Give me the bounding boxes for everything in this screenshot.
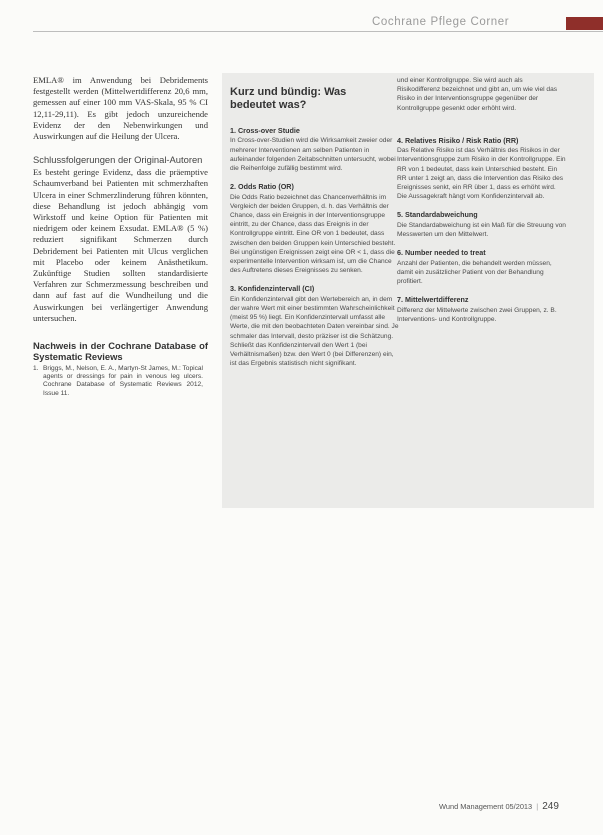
header-divider [33,31,603,32]
glossary-entry-heading: 1. Cross-over Studie [230,126,300,135]
main-article-column [33,75,208,398]
glossary-entry-heading: 7. Mittelwertdifferenz [397,295,469,305]
glossary-entry [230,126,400,173]
glossary-entry-text: und einer Kontrollgruppe. Sie wird auch als Risikodifferenz bezeichnet und gibt an, um wie viel das Risiko in der Interventionsgruppe gegenüber der Kontrollgruppe gesenkt oder erhöht wird. [397,77,558,112]
journal-name: Wund Management [439,802,504,811]
footer-separator: | [536,802,539,811]
glossary-entry [397,248,567,286]
glossary-entry-heading: 6. Number needed to treat [397,248,486,258]
glossary-entry [230,182,400,275]
page-footer [439,801,589,812]
section-title: Cochrane Pflege Corner [372,16,510,28]
reference-list [33,365,208,398]
reference-text: Briggs, M., Nelson, E. A., Martyn-St James, M.: Topical agents or dressings for pain in venous leg ulcers. Cochrane Database of Systematic Reviews 2012, Issue 11. [43,365,204,397]
glossary-entry-heading: 2. Odds Ratio (OR) [230,182,294,192]
conclusions-heading: Schlussfolgerungen der Original-Autoren [33,154,203,166]
glossary-entry-text: Das Relative Risiko ist das Verhältnis des Risikos in der Interventionsgruppe zum Risiko in der Kontrollgruppe. Ein RR von 1 bedeutet, dass kein Unterschied besteht. Ein RR unter 1 zeigt an, dass die Intervention das Risiko des Ereignisses senkt, ein RR über 1, dass es erhöht wird. Die Aussagekraft hängt vom Konfidenzintervall ab. [397,147,566,201]
glossary-entry [230,284,400,368]
glossary-title: Kurz und bündig: Was bedeutet was? [230,86,347,111]
glossary-entry [397,210,567,239]
glossary-entry-text: Differenz der Mittelwerte zwischen zwei Gruppen, z. B. Interventions- und Kontrollgruppe. [397,306,557,323]
glossary-entry-heading: 4. Relatives Risiko / Risk Ratio (RR) [397,135,519,145]
glossary-entry-text: Ein Konfidenzintervall gibt den Wertebereich an, in dem der wahre Wert mit einer bestimmten Wahrscheinlichkeit (meist 95 %) liegt. Ein Konfidenzintervall umfasst alle Werte, die mit den beobachteten Daten vereinbar sind. Je schmaler das Intervall, desto präziser ist die Schätzung. Schließt das Konfidenzintervall den Wert 1 (bei Verhältnismaßen) bzw. den Wert 0 (bei Differenzen) ein, ist das Ergebnis statistisch nicht signifikant. [230,295,399,368]
glossary-entry [397,136,567,202]
glossary-entry-text: Anzahl der Patienten, die behandelt werden müssen, damit ein zusätzlicher Patient von der Behandlung profitiert. [397,259,552,286]
page-number: 249 [542,801,559,812]
glossary-left-column [230,126,400,377]
glossary-entry-text: In Cross-over-Studien wird die Wirksamkeit zweier oder mehrerer Interventionen am selben Patienten in aufeinander folgenden Zeitabschnitten untersucht, wobei die Reihenfolge zufällig bestimmt wird. [230,137,396,173]
reference-item [33,365,208,398]
glossary-right-column [397,76,567,333]
journal-issue: 05/2013 [505,802,533,811]
glossary-entry [397,295,567,324]
glossary-entry-heading: 5. Standardabweichung [397,210,478,220]
intro-paragraph: EMLA® im Anwendung bei Debridements festgestellt werden (Mittelwertdifferenz 20,6 mm, gemessen auf einer 100 mm VAS-Skala, 95 % CI 12,11-29,11). Es gibt jedoch unzureichende Evidenz der den Nebenwirkungen und Auswirkungen auf die Heilung der Ulcera. [33,75,208,142]
glossary-entry-text: Die Standardabweichung ist ein Maß für die Streuung von Messwerten um den Mittelwert. [397,221,566,239]
section-color-tab [566,17,603,30]
reference-number: 1. [33,365,39,373]
conclusions-paragraph: Es besteht geringe Evidenz, dass die präemptive Schaumverband bei Patienten mit schmerzhaften Ulcera in einer Schmerzlinderung führen könnten, diese Behandlung ist jedoch abhängig vom Wirkstoff und keine Option für Patienten mit niedrigem oder keinem Exsudat. EMLA® (5 %) reduziert signifikant Schmerzen durch Debridement bei Patienten mit Ulcus verglichen mit Placebo oder keinem Anästhetikum. Zukünftige Studien sollten standardisierte Verfahren zur Schmerzmessung beschreiben und dann auf fast auf die Wundheilung und die Auswirkungen bei verlängertiger Anwendung untersuchen. [33,167,208,323]
evidence-heading: Nachweis in der Cochrane Database of Systematic Reviews [33,340,208,363]
glossary-entry-continued [397,76,567,113]
glossary-entry-heading: 3. Konfidenzintervall (CI) [230,284,315,294]
glossary-entry-text: Die Odds Ratio bezeichnet das Chancenverhältnis im Vergleich der beiden Gruppen, d. h. das Verhältnis der Chance, dass ein Ereignis in der Interventionsgruppe eintritt, zu der Chance, dass das Ereignis in der Kontrollgruppe eintritt. Eine OR von 1 bedeutet, dass zwischen den beiden Gruppen kein Unterschied besteht. Bei ungünstigen Ereignissen zeigt eine OR < 1, dass die experimentelle Intervention wirksam ist, um die Chance des Auftretens dieses Ereignisses zu senken. [230,193,396,275]
